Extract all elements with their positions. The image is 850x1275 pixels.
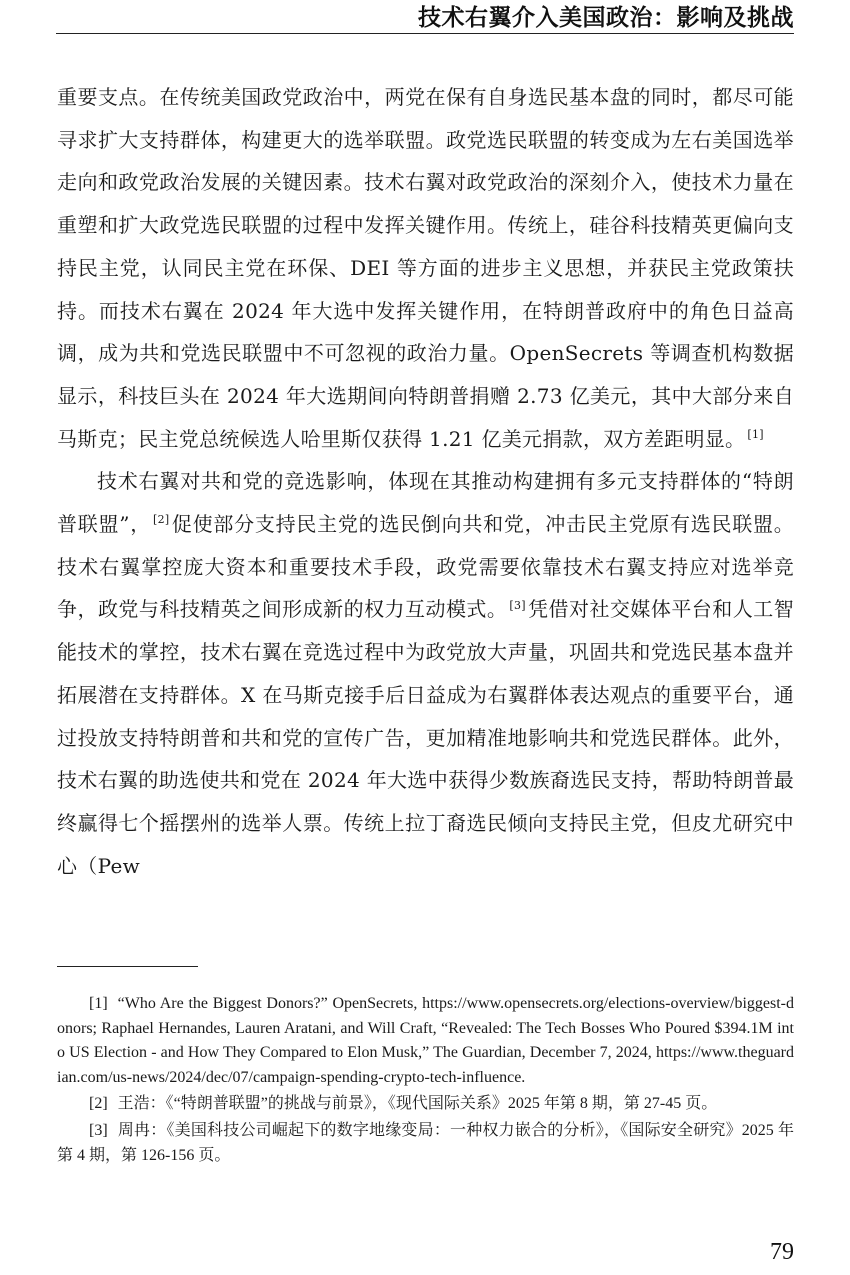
- footnote-number: [3]: [89, 1121, 108, 1139]
- paragraph-1-text: 重要支点。在传统美国政党政治中，两党在保有自身选民基本盘的同时，都尽可能寻求扩大支持群体，构建更大的选举联盟。政党选民联盟的转变成为左右美国选举走向和政党政治发展的关键因素。技术右翼对政党政治的深刻介入，使技术力量在重塑和扩大政党选民联盟的过程中发挥关键作用。传统上，硅谷科技精英更偏向支持民主党，认同民主党在环保、DEI 等方面的进步主义思想，并获民主党政策扶持。而技术右翼在 2024 年大选中发挥关键作用，在特朗普政府中的角色日益高调，成为共和党选民联盟中不可忽视的政治力量。OpenSecrets 等调查机构数据显示，科技巨头在 2024 年大选期间向特朗普捐赠 2.73 亿美元，其中大部分来自马斯克；民主党总统候选人哈里斯仅获得 1.21 亿美元捐款，双方差距明显。: [57, 85, 794, 451]
- running-header-title: 技术右翼介入美国政治：影响及挑战: [418, 5, 794, 31]
- footnotes: [57, 992, 794, 1170]
- body-text: [57, 76, 794, 887]
- paragraph-2-text-a: 技术右翼对共和党的竞选影响，体现在其推动构建拥有多元支持群体的“特朗普联盟”，: [57, 469, 794, 537]
- header-rule: [56, 33, 794, 34]
- footnote-ref-2[interactable]: [2]: [152, 513, 170, 527]
- footnote-ref-1[interactable]: [1]: [747, 427, 764, 441]
- footnote-rule: [57, 966, 198, 967]
- footnote-ref-3[interactable]: [3]: [509, 598, 526, 612]
- footnote-2: [57, 1092, 794, 1117]
- footnote-text: 王浩：《“特朗普联盟”的挑战与前景》，《现代国际关系》2025 年第 8 期，第 27-45 页。: [117, 1095, 718, 1113]
- paragraph-2-text-c: 凭借对社交媒体平台和人工智能技术的掌控，技术右翼在竞选过程中为政党放大声量，巩固共和党选民基本盘并拓展潜在支持群体。X 在马斯克接手后日益成为右翼群体表达观点的重要平台，通过投放支持特朗普和共和党的宣传广告，更加精准地影响共和党选民群体。此外，技术右翼的助选使共和党在 2024 年大选中获得少数族裔选民支持，帮助特朗普最终赢得七个摇摆州的选举人票。传统上拉丁裔选民倾向支持民主党，但皮尤研究中心（Pew: [57, 597, 794, 878]
- footnote-1: [57, 992, 794, 1090]
- paragraph-2: [57, 460, 794, 887]
- footnote-3: [57, 1119, 794, 1168]
- page-number: 79: [770, 1239, 794, 1265]
- footnote-number: [1]: [89, 995, 108, 1012]
- paragraph-1: [57, 76, 794, 460]
- footnote-text: “Who Are the Biggest Donors?” OpenSecrets, https://www.opensecrets.org/elections-overview/biggest-donors; Raphael Hernandes, Lauren Aratani, and Will Craft, “Revealed: The Tech Bosses Who Poured $394.1M into US Election - and How They Compared to Elon Musk,” The Guardian, December 7, 2024, https://www.theguardian.com/us-news/2024/dec/07/campaign-spending-crypto-tech-influence.: [57, 995, 794, 1086]
- footnote-number: [2]: [89, 1095, 108, 1113]
- footnote-text: 周冉：《美国科技公司崛起下的数字地缘变局：一种权力嵌合的分析》，《国际安全研究》2025 年第 4 期，第 126-156 页。: [57, 1121, 794, 1164]
- paragraph-2-text-b: 促使部分支持民主党的选民倒向共和党，冲击民主党原有选民联盟。技术右翼掌控庞大资本和重要技术手段，政党需要依靠技术右翼支持应对选举竞争，政党与科技精英之间形成新的权力互动模式。: [57, 512, 794, 622]
